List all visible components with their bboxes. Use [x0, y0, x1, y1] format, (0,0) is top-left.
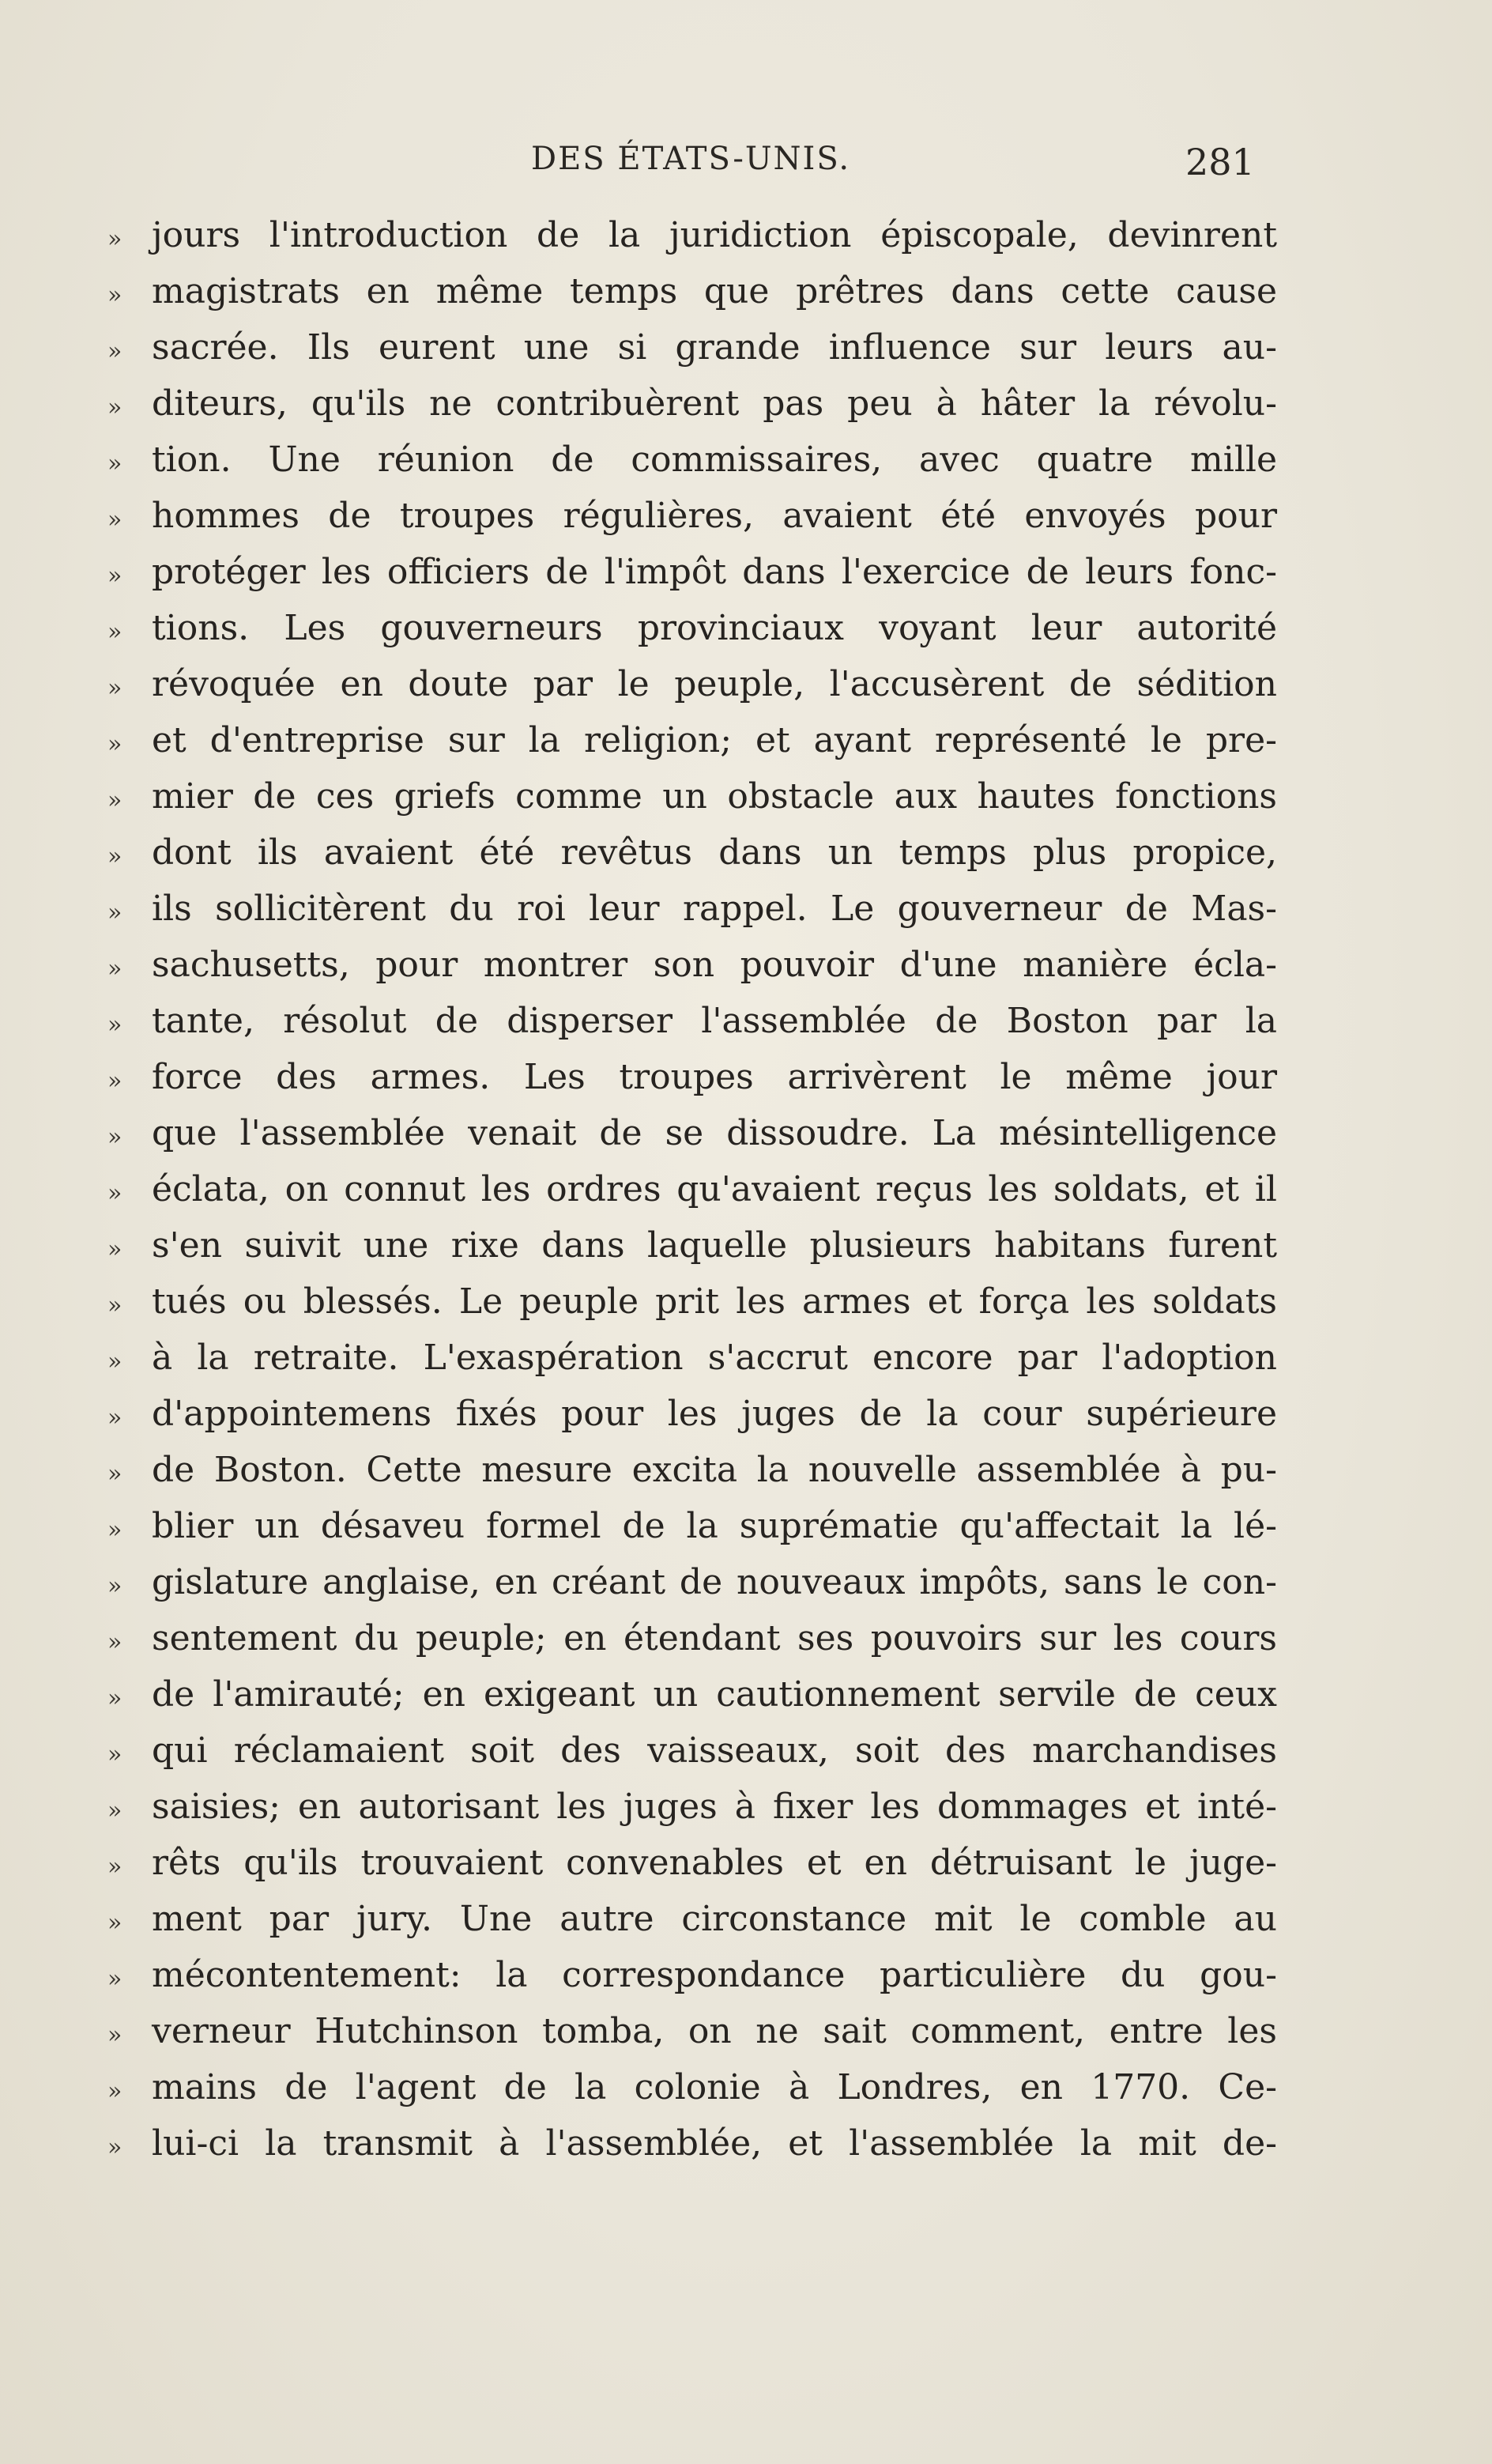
- text-line: [107, 1891, 1277, 1947]
- line-text: tions. Les gouverneurs provinciaux voyant leur autorité: [152, 608, 1277, 648]
- text-line: [107, 1554, 1277, 1610]
- line-text: éclata, on connut les ordres qu'avaient reçus les soldats, et il: [152, 1169, 1277, 1209]
- text-line: [107, 1779, 1277, 1835]
- quotation-mark: »: [107, 1348, 122, 1375]
- line-text: gislature anglaise, en créant de nouveaux impôts, sans le con-: [152, 1562, 1277, 1602]
- text-line: [107, 1217, 1277, 1274]
- text-line: [107, 712, 1277, 768]
- text-line: [107, 1274, 1277, 1330]
- text-line: [107, 937, 1277, 993]
- line-text: mécontentement: la correspondance particulière du gou-: [152, 1955, 1277, 1995]
- line-text: sachusetts, pour montrer son pouvoir d'une manière écla-: [152, 945, 1277, 985]
- text-line: [107, 263, 1277, 319]
- quotation-mark: »: [107, 225, 122, 253]
- quotation-mark: »: [107, 1236, 122, 1263]
- line-text: qui réclamaient soit des vaisseaux, soit des marchandises: [152, 1730, 1277, 1771]
- line-text: rêts qu'ils trouvaient convenables et en détruisant le juge-: [152, 1843, 1277, 1883]
- line-text: et d'entreprise sur la religion; et ayant représenté le pre-: [152, 720, 1277, 760]
- text-line: [107, 1947, 1277, 2003]
- line-text: diteurs, qu'ils ne contribuèrent pas peu à hâter la révolu-: [152, 383, 1277, 424]
- quotation-mark: »: [107, 2134, 122, 2161]
- text-line: [107, 2003, 1277, 2059]
- quotation-mark: »: [107, 1179, 122, 1207]
- quotation-mark: »: [107, 1067, 122, 1095]
- line-text: ils sollicitèrent du roi leur rappel. Le gouverneur de Mas-: [152, 889, 1277, 929]
- text-line: [107, 768, 1277, 824]
- line-text: hommes de troupes régulières, avaient été envoyés pour: [152, 496, 1277, 536]
- text-line: [107, 375, 1277, 432]
- line-text: blier un désaveu formel de la suprématie qu'affectait la lé-: [152, 1506, 1277, 1546]
- text-line: [107, 432, 1277, 488]
- text-line: [107, 1386, 1277, 1442]
- text-line: [107, 319, 1277, 375]
- line-text: lui-ci la transmit à l'assemblée, et l'assemblée la mit de-: [152, 2123, 1277, 2164]
- quotation-mark: »: [107, 1572, 122, 1600]
- line-text: tion. Une réunion de commissaires, avec quatre mille: [152, 440, 1277, 480]
- quotation-mark: »: [107, 1516, 122, 1544]
- line-text: à la retraite. L'exaspération s'accrut encore par l'adoption: [152, 1338, 1277, 1378]
- text-line: [107, 488, 1277, 544]
- text-line: [107, 2115, 1277, 2172]
- quotation-mark: »: [107, 1741, 122, 1768]
- line-text: protéger les officiers de l'impôt dans l'exercice de leurs fonc-: [152, 552, 1277, 592]
- text-line: [107, 1049, 1277, 1105]
- quotation-mark: »: [107, 787, 122, 814]
- line-text: verneur Hutchinson tomba, on ne sait comment, entre les: [152, 2011, 1277, 2051]
- quotation-mark: »: [107, 506, 122, 534]
- line-text: magistrats en même temps que prêtres dans cette cause: [152, 271, 1277, 311]
- text-line: [107, 207, 1277, 263]
- line-text: sentement du peuple; en étendant ses pouvoirs sur les cours: [152, 1618, 1277, 1658]
- line-text: que l'assemblée venait de se dissoudre. La mésintelligence: [152, 1113, 1277, 1153]
- text-line: [107, 1723, 1277, 1779]
- line-text: de Boston. Cette mesure excita la nouvelle assemblée à pu-: [152, 1450, 1277, 1490]
- line-text: s'en suivit une rixe dans laquelle plusieurs habitans furent: [152, 1225, 1277, 1266]
- text-line: [107, 993, 1277, 1049]
- quotation-mark: »: [107, 1853, 122, 1881]
- quotation-mark: »: [107, 955, 122, 983]
- quotation-mark: »: [107, 730, 122, 758]
- text-line: [107, 881, 1277, 937]
- line-text: mains de l'agent de la colonie à Londres, en 1770. Ce-: [152, 2067, 1277, 2107]
- page-number: 281: [1185, 141, 1255, 183]
- text-line: [107, 1498, 1277, 1554]
- quotation-mark: »: [107, 2021, 122, 2049]
- line-text: d'appointemens fixés pour les juges de la cour supérieure: [152, 1394, 1277, 1434]
- line-text: tués ou blessés. Le peuple prit les armes et força les soldats: [152, 1281, 1277, 1322]
- line-text: ment par jury. Une autre circonstance mit le comble au: [152, 1899, 1277, 1939]
- text-line: [107, 1610, 1277, 1666]
- quotation-mark: »: [107, 1797, 122, 1824]
- text-line: [107, 544, 1277, 600]
- text-line: [107, 656, 1277, 712]
- quotation-mark: »: [107, 338, 122, 365]
- quotation-mark: »: [107, 843, 122, 870]
- quotation-mark: »: [107, 2077, 122, 2105]
- line-text: mier de ces griefs comme un obstacle aux hautes fonctions: [152, 776, 1277, 817]
- text-line: [107, 600, 1277, 656]
- quotation-mark: »: [107, 1123, 122, 1151]
- quotation-mark: »: [107, 562, 122, 590]
- quotation-mark: »: [107, 1292, 122, 1319]
- quotation-mark: »: [107, 618, 122, 646]
- quotation-mark: »: [107, 1909, 122, 1937]
- quotation-mark: »: [107, 1685, 122, 1712]
- text-line: [107, 1442, 1277, 1498]
- quotation-mark: »: [107, 1965, 122, 1993]
- line-text: force des armes. Les troupes arrivèrent le même jour: [152, 1057, 1277, 1097]
- quotation-mark: »: [107, 1011, 122, 1039]
- text-line: [107, 824, 1277, 881]
- quotation-mark: »: [107, 1460, 122, 1488]
- quotation-mark: »: [107, 1628, 122, 1656]
- quotation-mark: »: [107, 394, 122, 421]
- body-text: [107, 207, 1277, 2172]
- line-text: saisies; en autorisant les juges à fixer les dommages et inté-: [152, 1787, 1277, 1827]
- text-line: [107, 1835, 1277, 1891]
- text-line: [107, 1330, 1277, 1386]
- text-line: [107, 1666, 1277, 1723]
- line-text: révoquée en doute par le peuple, l'accusèrent de sédition: [152, 664, 1277, 704]
- running-head: DES ÉTATS-UNIS.: [531, 141, 851, 177]
- quotation-mark: »: [107, 281, 122, 309]
- quotation-mark: »: [107, 899, 122, 926]
- text-line: [107, 1161, 1277, 1217]
- quotation-mark: »: [107, 1404, 122, 1432]
- quotation-mark: »: [107, 450, 122, 477]
- line-text: de l'amirauté; en exigeant un cautionnement servile de ceux: [152, 1674, 1277, 1715]
- line-text: jours l'introduction de la juridiction épiscopale, devinrent: [152, 215, 1277, 255]
- page-header: [0, 141, 1492, 188]
- quotation-mark: »: [107, 674, 122, 702]
- text-line: [107, 1105, 1277, 1161]
- text-line: [107, 2059, 1277, 2115]
- line-text: tante, résolut de disperser l'assemblée de Boston par la: [152, 1001, 1277, 1041]
- line-text: dont ils avaient été revêtus dans un temps plus propice,: [152, 832, 1277, 873]
- line-text: sacrée. Ils eurent une si grande influence sur leurs au-: [152, 327, 1277, 368]
